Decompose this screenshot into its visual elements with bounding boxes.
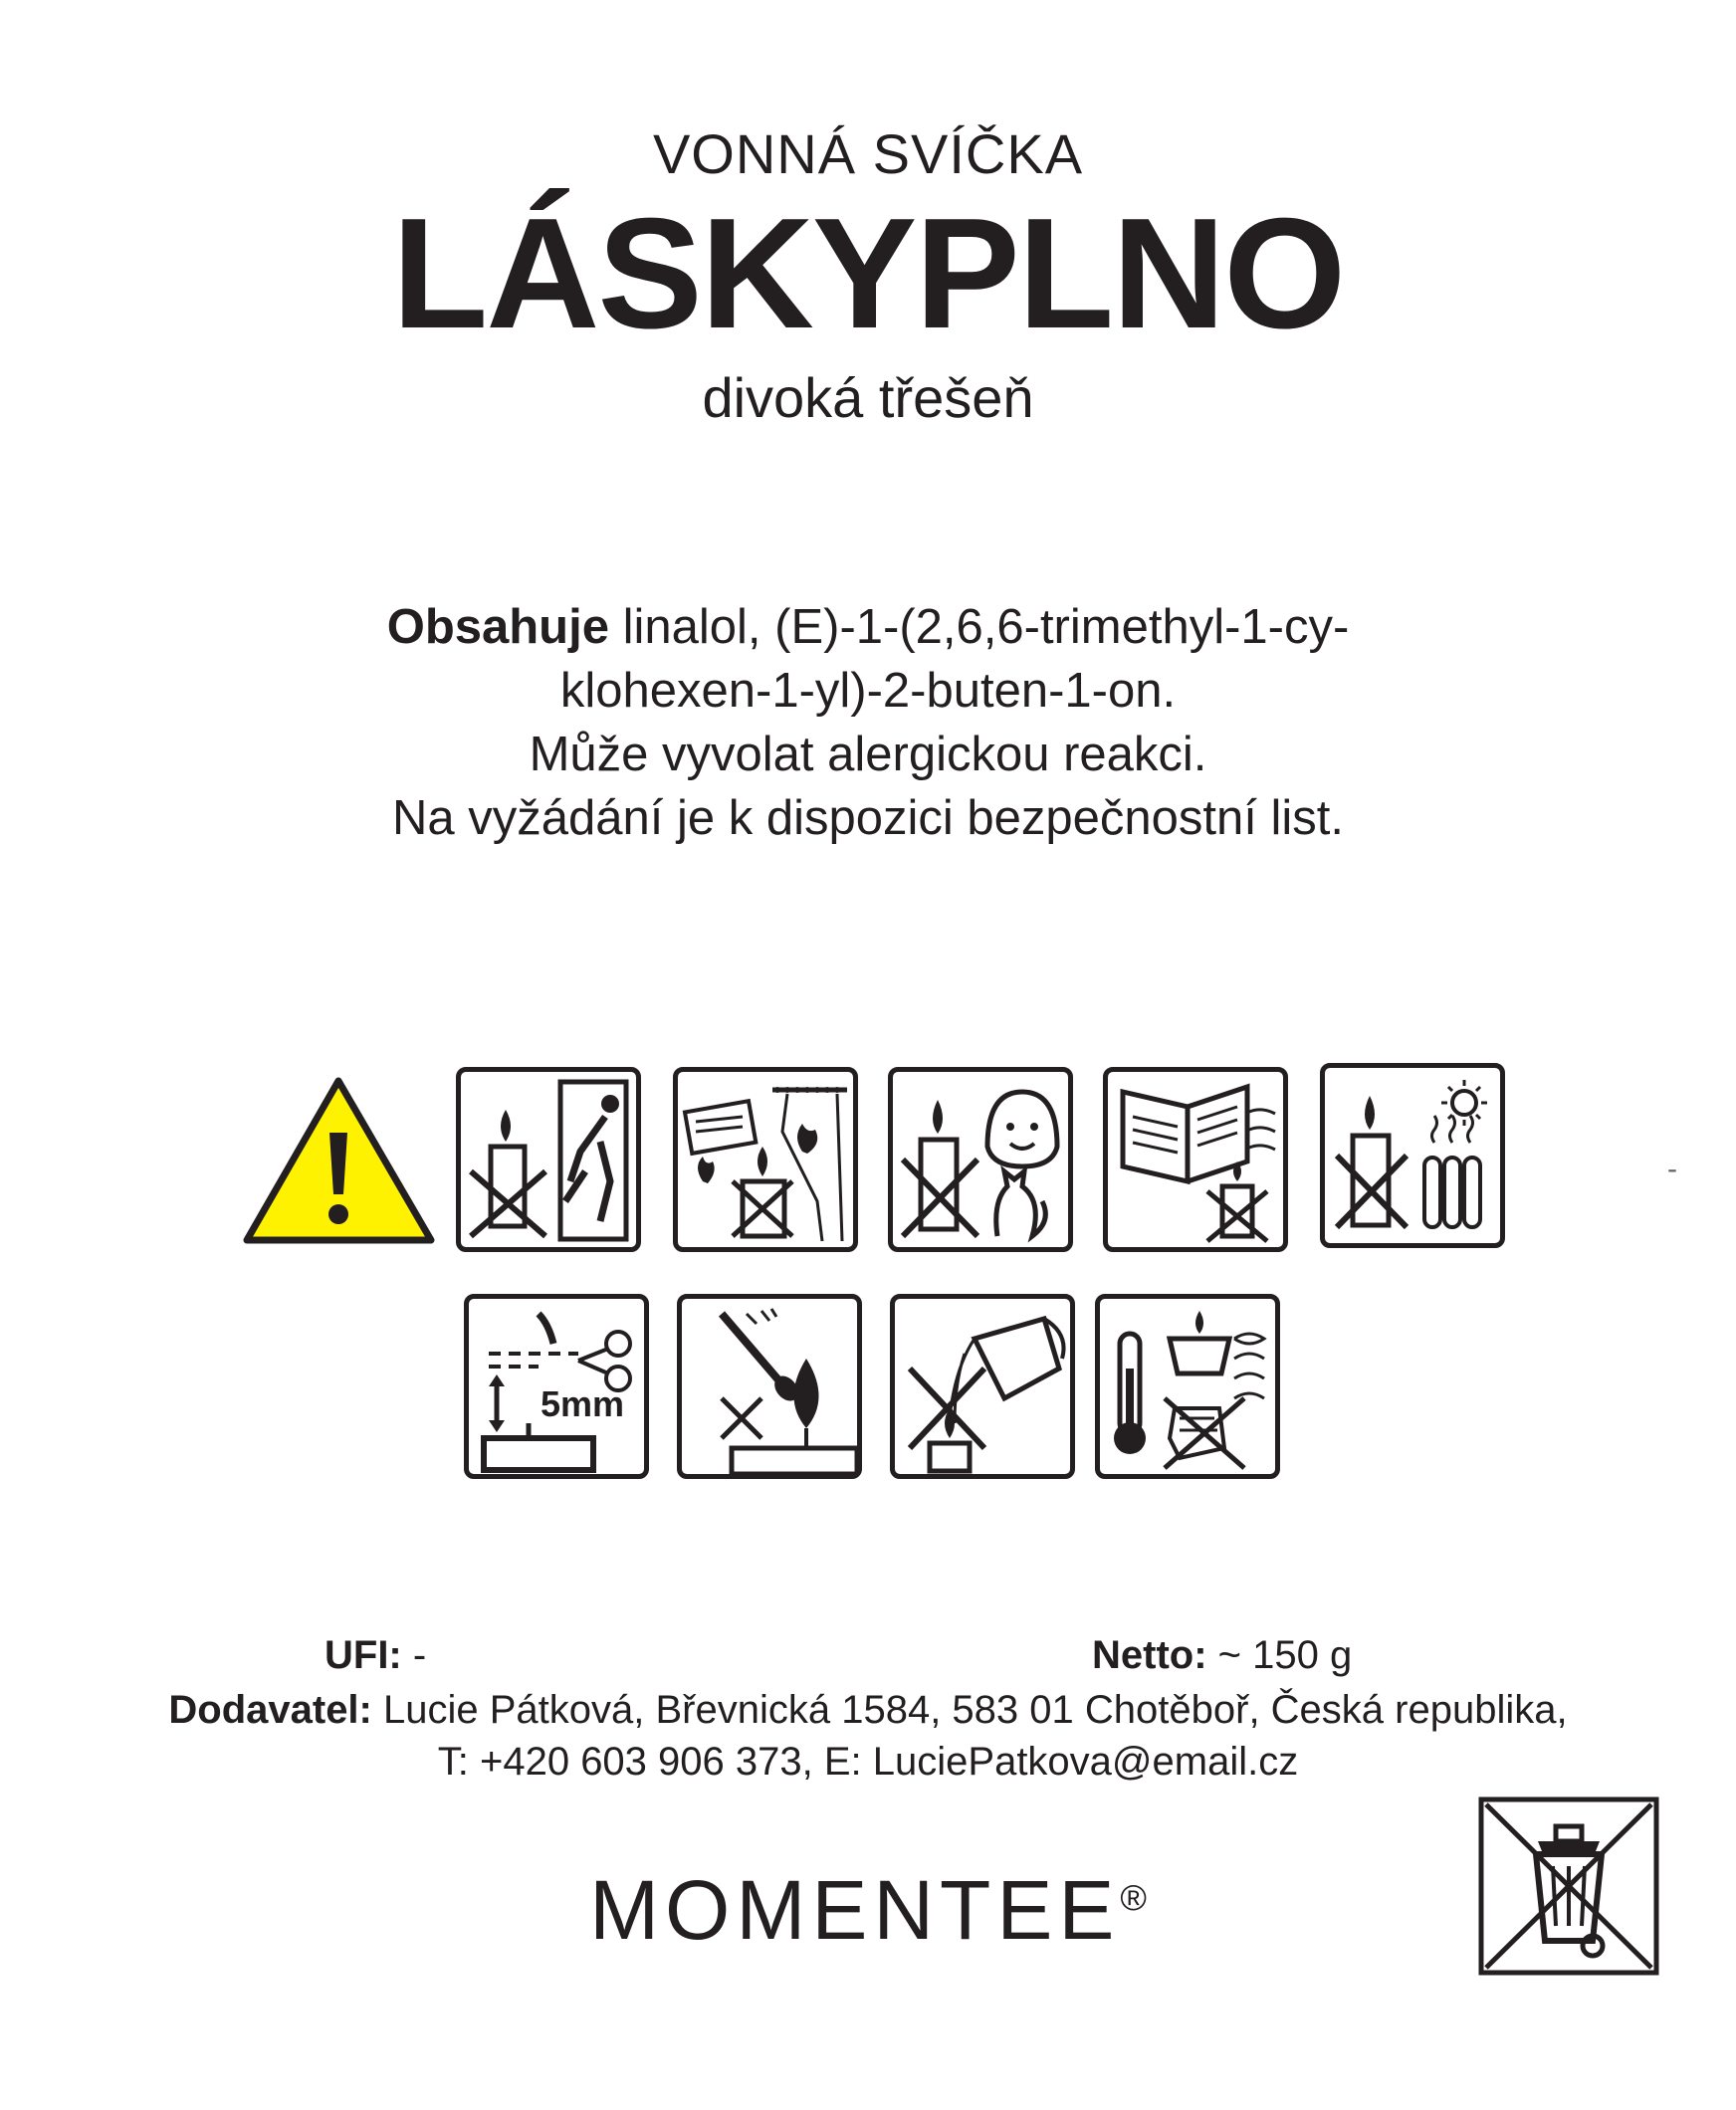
- trim-label: 5mm: [541, 1383, 625, 1424]
- brand-name: MOMENTEE: [589, 1863, 1121, 1957]
- ingredients-line-2: klohexen-1-yl)-2-buten-1-on.: [559, 664, 1177, 718]
- supplier-label: Dodavatel:: [168, 1688, 372, 1732]
- keep-away-from-flammables-icon: [673, 1067, 858, 1252]
- no-matches-in-wax-icon: [677, 1294, 862, 1479]
- keep-away-from-children-pets-icon: [888, 1067, 1073, 1252]
- netto-value: ~ 150 g: [1206, 1633, 1353, 1677]
- ufi-value: -: [401, 1633, 427, 1677]
- do-not-move-while-burning-icon: [1095, 1294, 1280, 1479]
- ufi-label: UFI:: [325, 1633, 402, 1677]
- scent-name: divoká třešeň: [702, 366, 1034, 429]
- netto-label: Netto:: [1092, 1633, 1207, 1677]
- ingredients-line-1: [0, 595, 1736, 659]
- ingredients-block: [0, 595, 1736, 850]
- read-instructions-icon: [1103, 1067, 1288, 1252]
- supplier-address: Lucie Pátková, Břevnická 1584, 583 01 Chotěboř, Česká republika,: [371, 1688, 1568, 1732]
- warning-triangle-icon: [242, 1075, 436, 1246]
- keep-away-from-heat-icon: [1320, 1063, 1505, 1248]
- brand-logo: [0, 1853, 1736, 1955]
- supplier-line-1: [0, 1684, 1736, 1736]
- product-title: LÁSKYPLNO: [391, 186, 1345, 361]
- allergy-warning: Může vyvolat alergickou reakci.: [529, 728, 1207, 781]
- trim-wick-5mm-icon: [464, 1294, 649, 1479]
- do-not-extinguish-with-water-icon: [890, 1294, 1075, 1479]
- stray-mark: -: [1667, 1153, 1677, 1185]
- supplier-block: [0, 1684, 1736, 1788]
- netto-row: [1092, 1632, 1352, 1678]
- supplier-contact: T: +420 603 906 373, E: LuciePatkova@email.cz: [437, 1740, 1299, 1784]
- ingredients-label: Obsahuje: [386, 600, 609, 654]
- weee-crossed-bin-icon: [1478, 1796, 1659, 1976]
- product-type: VONNÁ SVÍČKA: [652, 122, 1084, 185]
- ingredients-line-1-text: linalol, (E)-1-(2,6,6-trimethyl-1-cy-: [608, 600, 1350, 654]
- do-not-leave-unattended-icon: [456, 1067, 641, 1252]
- registered-mark: ®: [1120, 1877, 1147, 1918]
- ufi-row: [325, 1632, 426, 1678]
- safety-sheet-note: Na vyžádání je k dispozici bezpečnostní list.: [392, 791, 1344, 845]
